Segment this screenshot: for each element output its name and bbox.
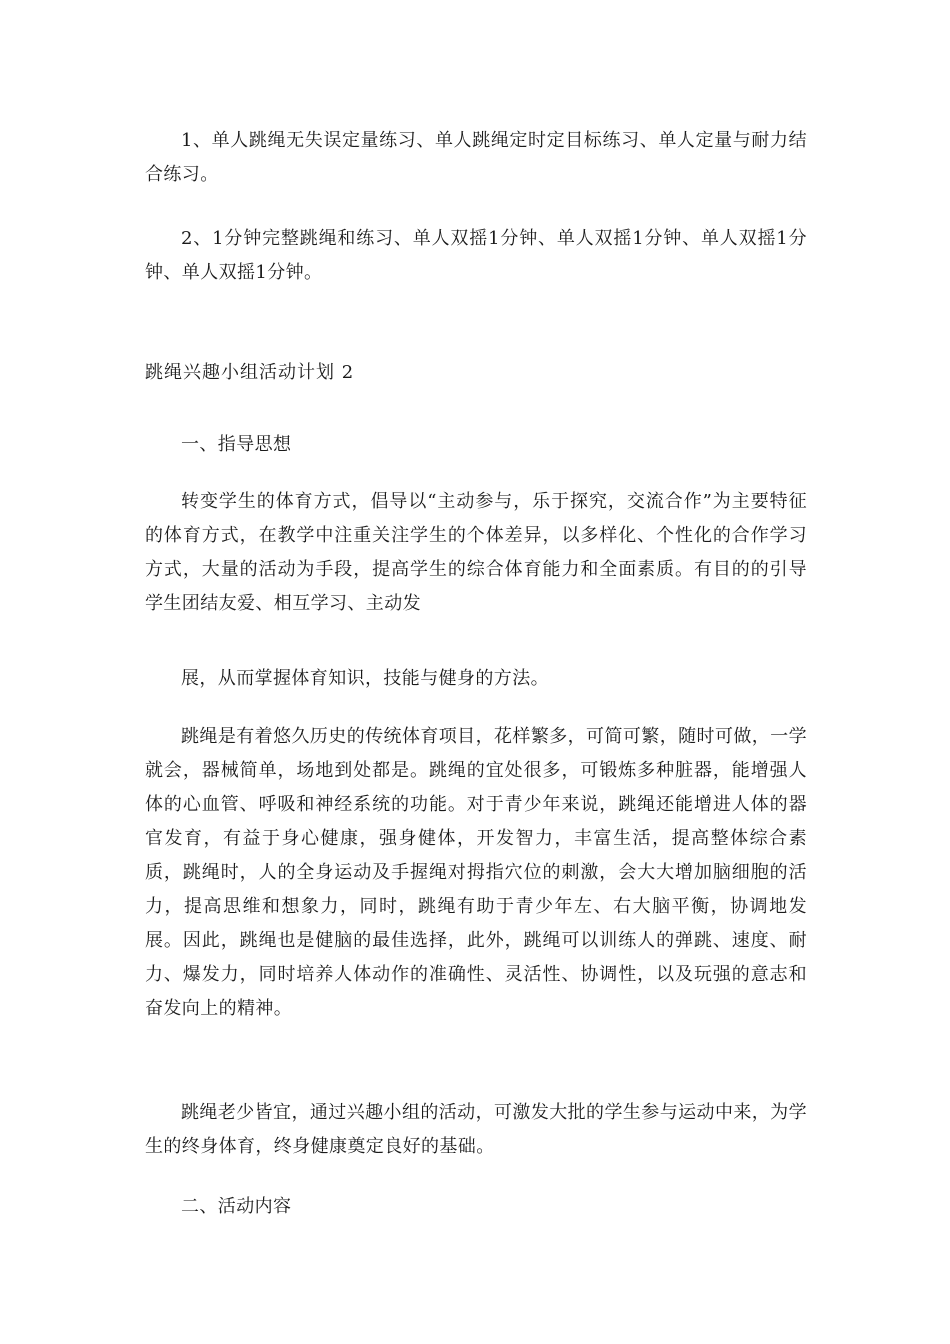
paragraph-practice-1: 1、单人跳绳无失误定量练习、单人跳绳定时定目标练习、单人定量与耐力结合练习。 (145, 130, 807, 185)
heading-guiding-thought: 一、指导思想 (181, 434, 292, 455)
section-title: 跳绳兴趣小组活动计划 2 (145, 362, 355, 383)
paragraph-practice-2: 2、1分钟完整跳绳和练习、单人双摇1分钟、单人双摇1分钟、单人双摇1分钟、单人双摇1分钟。 (145, 228, 807, 283)
paragraph-rope-suitable: 跳绳老少皆宜，通过兴趣小组的活动，可激发大批的学生参与运动中来，为学生的终身体育，终身健康奠定良好的基础。 (145, 1102, 807, 1157)
paragraph-rope-benefits: 跳绳是有着悠久历史的传统体育项目，花样繁多，可简可繁，随时可做，一学就会，器械简单，场地到处都是。跳绳的宜处很多，可锻炼多种脏器，能增强人体的心血管、呼吸和神经系统的功能。对于青少年来说，跳绳还能增进人体的器官发育，有益于身心健康，强身健体，开发智力，丰富生活，提高整体综合素质，跳绳时，人的全身运动及手握绳对拇指穴位的刺激，会大大增加脑细胞的活力，提高思维和想象力，同时，跳绳有助于青少年左、右大脑平衡，协调地发展。因此，跳绳也是健脑的最佳选择，此外，跳绳可以训练人的弹跳、速度、耐力、爆发力，同时培养人体动作的准确性、灵活性、协调性，以及玩强的意志和奋发向上的精神。 (145, 726, 807, 1019)
paragraph-guiding-thought: 转变学生的体育方式，倡导以“主动参与，乐于探究，交流合作”为主要特征的体育方式，在教学中注重关注学生的个体差异，以多样化、个性化的合作学习方式，大量的活动为手段，提高学生的综合体育能力和全面素质。有目的的引导学生团结友爱、相互学习、主动发 (145, 491, 807, 614)
paragraph-guiding-thought-cont: 展，从而掌握体育知识，技能与健身的方法。 (181, 668, 549, 689)
heading-activity-content: 二、活动内容 (181, 1196, 292, 1217)
